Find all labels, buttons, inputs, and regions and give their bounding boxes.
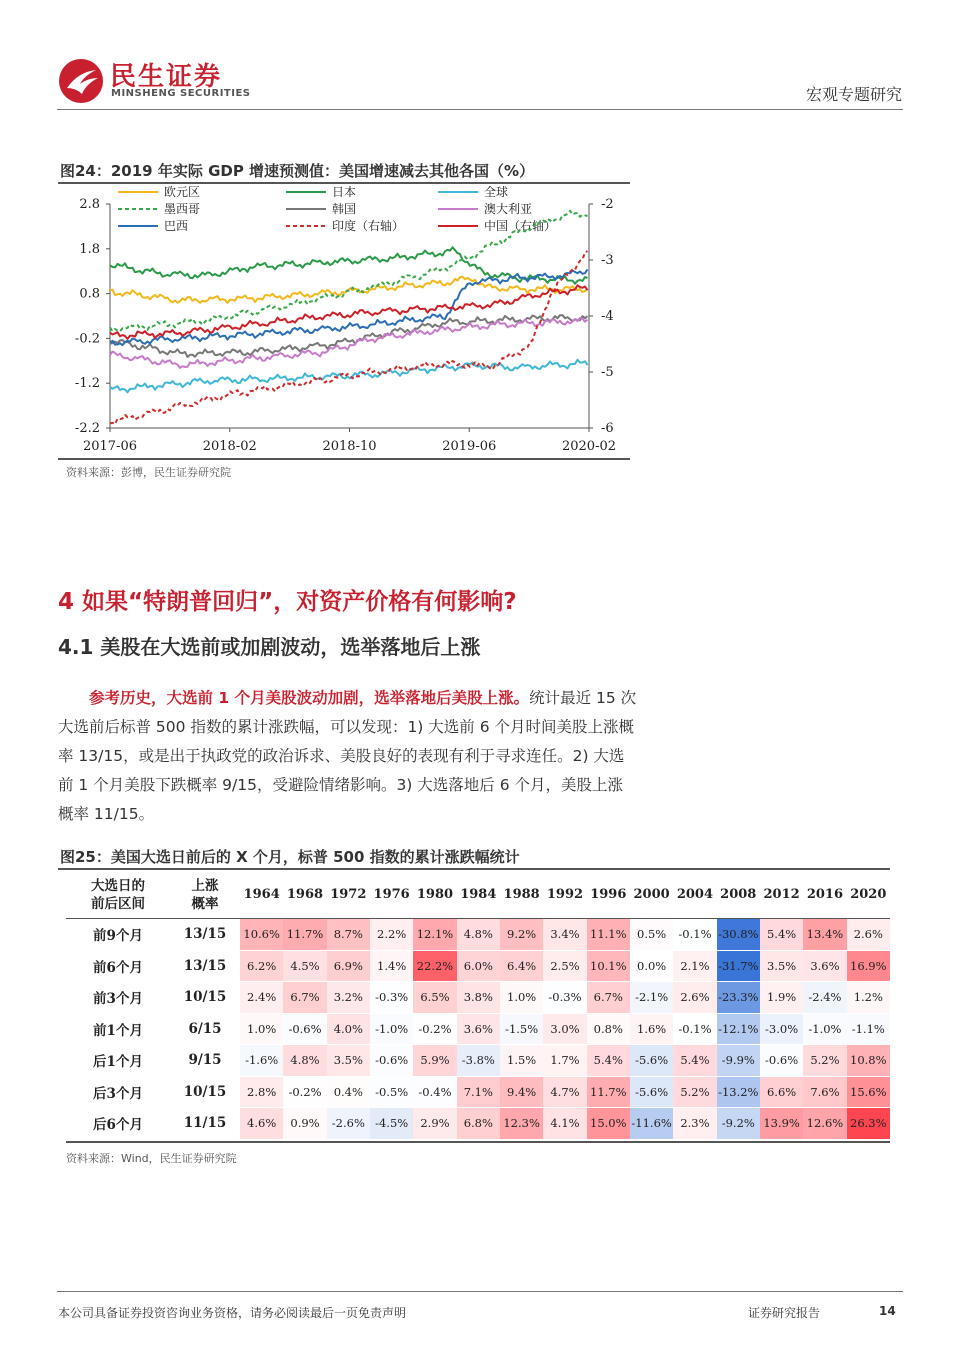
table-cell: 9.2%	[500, 919, 543, 951]
series-line-1	[110, 247, 588, 283]
table-row	[66, 950, 890, 982]
document-type: 宏观专题研究	[805, 85, 902, 104]
table-cell: 0.0%	[630, 950, 673, 982]
series-line-2	[110, 360, 588, 393]
figure25-title: 图25：美国大选日前后的 X 个月，标普 500 指数的累计涨跌幅统计	[60, 848, 520, 866]
returns-table	[66, 872, 890, 1140]
table-cell: -0.1%	[673, 1013, 716, 1045]
figure24-source: 资料来源：彭博，民生证券研究院	[66, 466, 231, 479]
table-cell: 15.6%	[847, 1076, 890, 1108]
table-cell: 6.9%	[327, 950, 370, 982]
table-cell: -1.0%	[803, 1013, 846, 1045]
table-row	[66, 1013, 890, 1045]
table-cell: -9.9%	[717, 1045, 760, 1077]
table-cell: 6.0%	[457, 950, 500, 982]
table-cell: -0.6%	[760, 1045, 803, 1077]
table-cell: 2.9%	[413, 1108, 456, 1140]
table-cell: 3.6%	[803, 950, 846, 982]
table-cell: -1.0%	[370, 1013, 413, 1045]
figure24-bottom-rule	[58, 458, 630, 460]
header-year: 1964	[240, 872, 283, 919]
subsection-heading: 4.1 美股在大选前或加剧波动，选举落地后上涨	[58, 635, 481, 659]
table-cell: -9.2%	[717, 1108, 760, 1140]
table-cell: 2.1%	[673, 950, 716, 982]
table-cell: 15.0%	[587, 1108, 630, 1140]
figure25-bottom-rule	[66, 1141, 890, 1143]
section-heading: 4 如果“特朗普回归”，对资产价格有何影响?	[58, 589, 517, 615]
table-cell: 2.2%	[370, 919, 413, 951]
minsheng-logo-icon	[58, 58, 104, 104]
table-cell: 6.6%	[760, 1076, 803, 1108]
table-cell: 26.3%	[847, 1108, 890, 1140]
header-year: 2008	[717, 872, 760, 919]
table-cell: 10.6%	[240, 919, 283, 951]
table-cell: 3.8%	[457, 982, 500, 1014]
x-axis-tick-label: 2017-06	[82, 439, 138, 454]
left-axis-tick-label: 2.8	[79, 197, 100, 212]
header-year: 2000	[630, 872, 673, 919]
table-cell: 3.5%	[760, 950, 803, 982]
table-cell: 2.8%	[240, 1076, 283, 1108]
table-cell: 6.7%	[283, 982, 326, 1014]
row-label: 前1个月	[66, 1013, 170, 1045]
table-cell: -4.5%	[370, 1108, 413, 1140]
table-cell: 2.6%	[847, 919, 890, 951]
table-cell: 10.8%	[847, 1045, 890, 1077]
table-cell: -0.4%	[413, 1076, 456, 1108]
table-cell: 1.6%	[630, 1013, 673, 1045]
table-cell: 6.4%	[500, 950, 543, 982]
table-cell: 3.6%	[457, 1013, 500, 1045]
table-cell: -1.5%	[500, 1013, 543, 1045]
legend-label: 欧元区	[164, 185, 201, 199]
figure25-source: 资料来源：Wind，民生证券研究院	[66, 1152, 237, 1165]
right-axis-tick-label: -6	[601, 421, 614, 436]
x-axis-tick-label: 2020-02	[561, 439, 617, 454]
header-year: 1996	[587, 872, 630, 919]
header-year: 1988	[500, 872, 543, 919]
table-header-row	[66, 872, 890, 919]
legend-label: 中国（右轴）	[484, 219, 557, 233]
table-row	[66, 919, 890, 951]
legend-label: 巴西	[164, 219, 189, 233]
header-year: 2016	[803, 872, 846, 919]
brand-name-en: MINSHENG SECURITIES	[111, 88, 251, 99]
header-year: 2012	[760, 872, 803, 919]
legend-label: 澳大利亚	[484, 202, 533, 216]
table-cell: 8.7%	[327, 919, 370, 951]
table-cell: 12.1%	[413, 919, 456, 951]
table-cell: 6.7%	[587, 982, 630, 1014]
table-cell: 4.0%	[327, 1013, 370, 1045]
row-probability: 13/15	[170, 919, 240, 951]
table-row	[66, 1108, 890, 1140]
right-axis-tick-label: -5	[601, 365, 614, 380]
row-label: 前9个月	[66, 919, 170, 951]
row-probability: 11/15	[170, 1108, 240, 1140]
table-cell: 5.4%	[760, 919, 803, 951]
header-year: 1972	[327, 872, 370, 919]
left-axis-tick-label: 1.8	[79, 241, 100, 257]
header-year: 2020	[847, 872, 890, 919]
table-cell: 1.0%	[240, 1013, 283, 1045]
table-cell: 9.4%	[500, 1076, 543, 1108]
table-cell: 1.7%	[543, 1045, 586, 1077]
table-cell: 12.3%	[500, 1108, 543, 1140]
body-paragraph	[58, 684, 638, 829]
table-cell: 16.9%	[847, 950, 890, 982]
table-cell: -11.6%	[630, 1108, 673, 1140]
footer-disclaimer: 本公司具备证券投资咨询业务资格，请务必阅读最后一页免责声明	[58, 1306, 407, 1320]
footer-report-type: 证券研究报告	[748, 1306, 821, 1320]
lead-sentence: 参考历史，大选前 1 个月美股波动加剧，选举落地后美股上涨。	[89, 689, 530, 707]
table-cell: 5.2%	[803, 1045, 846, 1077]
left-axis-tick-label: -1.2	[74, 376, 100, 392]
table-cell: -0.3%	[370, 982, 413, 1014]
header-year: 1992	[543, 872, 586, 919]
right-axis-tick-label: -2	[601, 197, 614, 212]
table-cell: -0.1%	[673, 919, 716, 951]
row-probability: 13/15	[170, 950, 240, 982]
table-cell: -0.5%	[370, 1076, 413, 1108]
table-cell: 1.0%	[500, 982, 543, 1014]
row-label: 后3个月	[66, 1076, 170, 1108]
table-cell: 6.2%	[240, 950, 283, 982]
left-axis-tick-label: -0.2	[74, 331, 100, 347]
row-label: 后1个月	[66, 1045, 170, 1077]
table-cell: -13.2%	[717, 1076, 760, 1108]
table-cell: -30.8%	[717, 919, 760, 951]
table-cell: -3.0%	[760, 1013, 803, 1045]
table-cell: 1.9%	[760, 982, 803, 1014]
table-cell: -5.6%	[630, 1076, 673, 1108]
table-row	[66, 1076, 890, 1108]
table-cell: -5.6%	[630, 1045, 673, 1077]
row-probability: 10/15	[170, 1076, 240, 1108]
table-cell: 3.2%	[327, 982, 370, 1014]
table-cell: 0.9%	[283, 1108, 326, 1140]
table-cell: -0.2%	[283, 1076, 326, 1108]
returns-table-wrap	[66, 872, 890, 1140]
row-label: 后6个月	[66, 1108, 170, 1140]
table-cell: 13.9%	[760, 1108, 803, 1140]
table-cell: 4.1%	[543, 1108, 586, 1140]
table-cell: 11.7%	[283, 919, 326, 951]
table-cell: 5.2%	[673, 1076, 716, 1108]
legend-label: 日本	[332, 185, 357, 199]
table-cell: -2.4%	[803, 982, 846, 1014]
table-cell: 0.5%	[630, 919, 673, 951]
right-axis-tick-label: -3	[601, 253, 614, 268]
table-cell: 11.7%	[587, 1076, 630, 1108]
table-cell: -1.1%	[847, 1013, 890, 1045]
table-cell: -0.3%	[543, 982, 586, 1014]
left-axis-tick-label: 0.8	[79, 286, 100, 302]
table-cell: 4.8%	[457, 919, 500, 951]
row-label: 前6个月	[66, 950, 170, 982]
chart-series	[110, 211, 588, 425]
table-cell: 5.9%	[413, 1045, 456, 1077]
table-cell: 0.4%	[327, 1076, 370, 1108]
legend-label: 墨西哥	[164, 202, 201, 216]
table-cell: -2.1%	[630, 982, 673, 1014]
gdp-forecast-chart	[58, 184, 630, 458]
table-cell: 3.4%	[543, 919, 586, 951]
row-probability: 10/15	[170, 982, 240, 1014]
table-cell: 6.5%	[413, 982, 456, 1014]
series-line-8	[110, 285, 588, 339]
table-cell: -12.1%	[717, 1013, 760, 1045]
figure24-title: 图24：2019 年实际 GDP 增速预测值：美国增速减去其他各国（%）	[60, 162, 535, 180]
table-cell: 5.4%	[587, 1045, 630, 1077]
table-cell: 7.6%	[803, 1076, 846, 1108]
header-year: 1968	[283, 872, 326, 919]
row-probability: 9/15	[170, 1045, 240, 1077]
table-cell: -1.6%	[240, 1045, 283, 1077]
legend-label: 韩国	[332, 202, 357, 216]
table-cell: 2.3%	[673, 1108, 716, 1140]
legend-label: 全球	[484, 185, 509, 199]
table-cell: 3.0%	[543, 1013, 586, 1045]
row-label: 前3个月	[66, 982, 170, 1014]
header-probability: 上涨 概率	[170, 872, 240, 919]
table-row	[66, 1045, 890, 1077]
legend-label: 印度（右轴）	[332, 219, 405, 233]
table-cell: -0.6%	[370, 1045, 413, 1077]
table-cell: 4.6%	[240, 1108, 283, 1140]
x-axis-tick-label: 2018-10	[322, 439, 377, 454]
chart-legend	[118, 184, 556, 233]
x-axis-tick-label: 2019-06	[442, 439, 497, 454]
figure25-top-rule	[58, 868, 890, 870]
table-cell: 1.2%	[847, 982, 890, 1014]
page-number: 14	[879, 1304, 896, 1318]
table-cell: 1.4%	[370, 950, 413, 982]
table-cell: 13.4%	[803, 919, 846, 951]
table-cell: 3.5%	[327, 1045, 370, 1077]
table-cell: 4.5%	[283, 950, 326, 982]
table-cell: 0.8%	[587, 1013, 630, 1045]
table-cell: 5.4%	[673, 1045, 716, 1077]
table-cell: 4.7%	[543, 1076, 586, 1108]
table-cell: 7.1%	[457, 1076, 500, 1108]
table-cell: 4.8%	[283, 1045, 326, 1077]
table-cell: 2.6%	[673, 982, 716, 1014]
table-cell: 2.4%	[240, 982, 283, 1014]
left-axis-tick-label: -2.2	[74, 421, 100, 436]
header-divider	[57, 109, 903, 110]
table-cell: 11.1%	[587, 919, 630, 951]
table-cell: -3.8%	[457, 1045, 500, 1077]
table-cell: -23.3%	[717, 982, 760, 1014]
table-cell: 2.5%	[543, 950, 586, 982]
table-cell: -2.6%	[327, 1108, 370, 1140]
table-cell: 12.6%	[803, 1108, 846, 1140]
table-cell: -0.6%	[283, 1013, 326, 1045]
brand-name-cn: 民生证券	[110, 62, 223, 92]
table-cell: -31.7%	[717, 950, 760, 982]
x-axis-tick-label: 2018-02	[202, 439, 257, 454]
table-cell: 22.2%	[413, 950, 456, 982]
body-sentence: 统计最近 15 次大选前后标普 500 指数的累计涨跌幅，可以发现：1) 大选前 6 个月时间美股上涨概率 13/15，或是出于执政党的政治诉求、美股良好的表现有利于寻求连任。2) 大选前 1 个月美股下跌概率 9/15，受避险情绪影响。3) 大选落地后 6 个月，美股上涨概率 11/15。	[58, 689, 637, 823]
table-cell: 10.1%	[587, 950, 630, 982]
row-probability: 6/15	[170, 1013, 240, 1045]
table-cell: 6.8%	[457, 1108, 500, 1140]
footer-divider	[57, 1291, 903, 1292]
header-year: 1976	[370, 872, 413, 919]
header-year: 1984	[457, 872, 500, 919]
header-interval: 大选日的 前后区间	[66, 872, 170, 919]
header-year: 1980	[413, 872, 456, 919]
right-axis-tick-label: -4	[601, 309, 614, 324]
header-year: 2004	[673, 872, 716, 919]
table-row	[66, 982, 890, 1014]
table-cell: -0.2%	[413, 1013, 456, 1045]
table-cell: 1.5%	[500, 1045, 543, 1077]
